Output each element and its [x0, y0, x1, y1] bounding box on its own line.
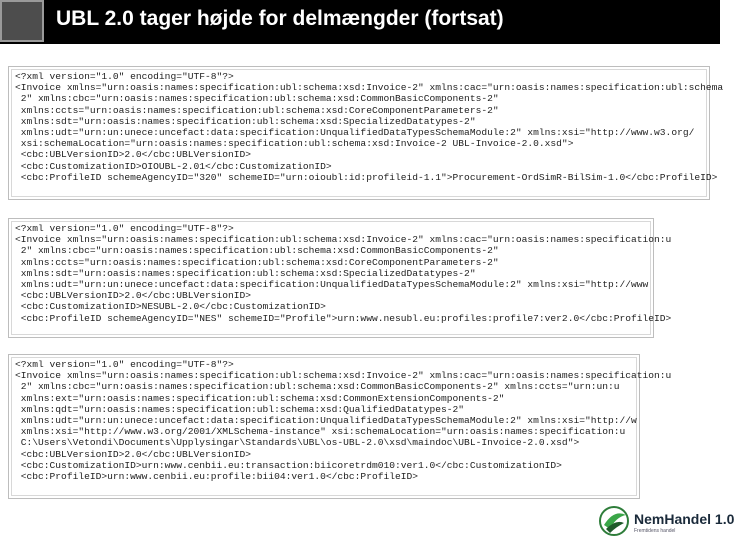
xml-line: xmlns:sdt="urn:oasis:names:specification:ubl:schema:xsd:SpecializedDatatypes-2": [15, 115, 476, 127]
xml-line: 2" xmlns:cbc="urn:oasis:names:specification:ubl:schema:xsd:CommonBasicComponents-2" xmlns:ccts="urn:un:u: [15, 381, 620, 393]
xml-line: <?xml version="1.0" encoding="UTF-8"?>: [15, 71, 234, 82]
xml-line: xsi:schemaLocation="urn:oasis:names:specification:ubl:schema:xsd:Invoice-2 UBL-Invoice-2.0.xsd">: [15, 138, 574, 150]
xml-panel-cenbii: [8, 354, 672, 499]
xml-line: xmlns:udt="urn:un:unece:uncefact:data:specification:UnqualifiedDataTypesSchemaModule:2" xmlns:xsi="http://w: [15, 415, 637, 427]
xml-line: xmlns:sdt="urn:oasis:names:specification:ubl:schema:xsd:SpecializedDatatypes-2": [15, 267, 476, 279]
xml-line: C:\Users\Vetondi\Documents\Upplysingar\Standards\UBL\os-UBL-2.0\xsd\maindoc\UBL-Invoice-2.0.xsd">: [15, 437, 580, 449]
xml-line: 2" xmlns:cbc="urn:oasis:names:specification:ubl:schema:xsd:CommonBasicComponents-2": [15, 93, 499, 105]
xml-line: xmlns:ext="urn:oasis:names:specification:ubl:schema:xsd:CommonExtensionComponents-2": [15, 392, 505, 404]
xml-line: xmlns:ccts="urn:oasis:names:specification:ubl:schema:xsd:CoreComponentParameters-2": [15, 256, 499, 268]
xml-line: <cbc:CustomizationID>OIOUBL-2.01</cbc:CustomizationID>: [15, 160, 332, 172]
xml-panel-oioubl-content: [11, 69, 724, 197]
xml-line: 2" xmlns:cbc="urn:oasis:names:specification:ubl:schema:xsd:CommonBasicComponents-2": [15, 245, 499, 257]
xml-line: <cbc:UBLVersionID>2.0</cbc:UBLVersionID>: [15, 290, 252, 302]
xml-line: xmlns:udt="urn:un:unece:uncefact:data:specification:UnqualifiedDataTypesSchemaModule:2" xmlns:xsi="http://www: [15, 279, 649, 291]
xml-line: <cbc:ProfileID schemeAgencyID="NES" schemeID="Profile">urn:www.nesubl.eu:profiles:profile7:ver2.0</cbc:ProfileID>: [15, 312, 672, 324]
xml-line: <cbc:UBLVersionID>2.0</cbc:UBLVersionID>: [15, 149, 252, 161]
slide-title: UBL 2.0 tager højde for delmængder (fortsat): [56, 7, 504, 30]
xml-line: <Invoice xmlns="urn:oasis:names:specification:ubl:schema:xsd:Invoice-2" xmlns:cac="urn:oasis:names:specification:ubl:schema: [15, 82, 724, 94]
xml-line: <?xml version="1.0" encoding="UTF-8"?>: [15, 223, 234, 234]
xml-line: xmlns:udt="urn:un:unece:uncefact:data:specification:UnqualifiedDataTypesSchemaModule:2" xmlns:xsi="http://www.w3.org/: [15, 127, 695, 139]
xml-line: <cbc:UBLVersionID>2.0</cbc:UBLVersionID>: [15, 448, 252, 460]
xml-line: xmlns:qdt="urn:oasis:names:specification:ubl:schema:xsd:QualifiedDatatypes-2": [15, 403, 465, 415]
logo-name: NemHandel 1.0: [634, 511, 734, 527]
xml-line: xmlns:ccts="urn:oasis:names:specification:ubl:schema:xsd:CoreComponentParameters-2": [15, 104, 499, 116]
xml-line: xmlns:xsi="http://www.w3.org/2001/XMLSchema-instance" xsi:schemaLocation="urn:oasis:names:specification:u: [15, 426, 626, 438]
xml-line: <Invoice xmlns="urn:oasis:names:specification:ubl:schema:xsd:Invoice-2" xmlns:cac="urn:oasis:names:specification:u: [15, 370, 672, 382]
xml-line: <cbc:ProfileID schemeAgencyID="320" schemeID="urn:oioubl:id:profileid-1.1">Procurement-OrdSimR-BilSim-1.0</cbc:ProfileID>: [15, 171, 718, 183]
xml-line: <Invoice xmlns="urn:oasis:names:specification:ubl:schema:xsd:Invoice-2" xmlns:cac="urn:oasis:names:specification:u: [15, 234, 672, 246]
xml-line: <cbc:ProfileID>urn:www.cenbii.eu:profile:bii04:ver1.0</cbc:ProfileID>: [15, 471, 419, 483]
logo-tagline: Fremtidens handel: [634, 528, 676, 534]
xml-panel-oioubl: [8, 66, 724, 200]
xml-panel-nesubl: [8, 218, 672, 338]
xml-panel-nesubl-content: [11, 221, 672, 335]
xml-line: <cbc:CustomizationID>NESUBL-2.0</cbc:CustomizationID>: [15, 301, 326, 313]
xml-line: <?xml version="1.0" encoding="UTF-8"?>: [15, 359, 234, 370]
title-accent-box: [0, 0, 44, 42]
xml-panel-cenbii-content: [11, 357, 672, 496]
xml-line: <cbc:CustomizationID>urn:www.cenbii.eu:transaction:biicoretrdm010:ver1.0</cbc:CustomizationID>: [15, 459, 562, 471]
